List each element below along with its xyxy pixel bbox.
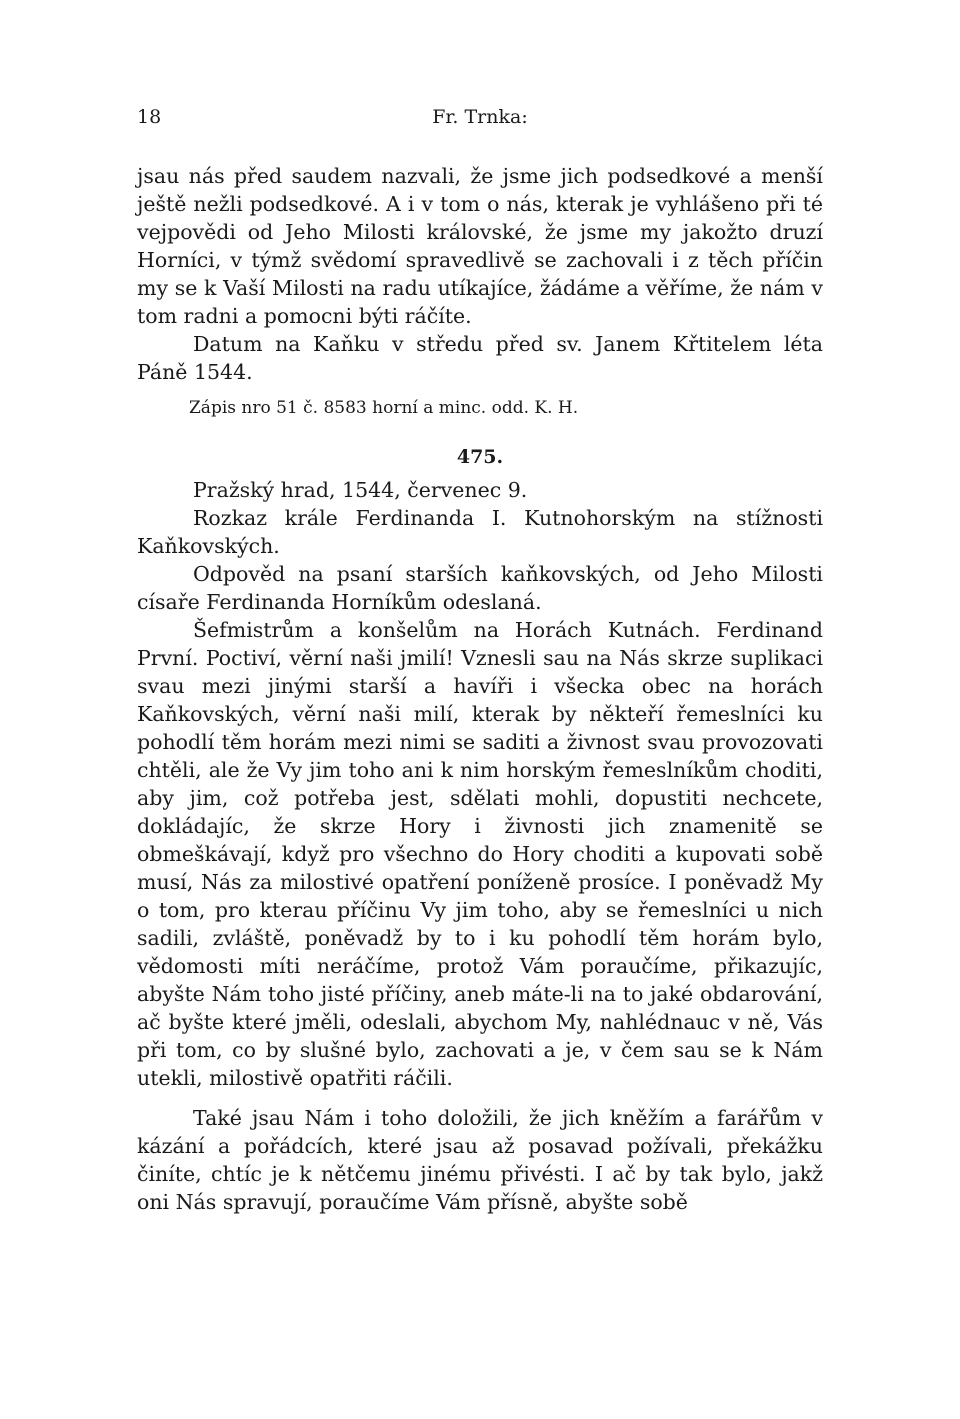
dating-clause: Datum na Kaňku v středu před sv. Janem Křtitelem léta Páně 1544. [137,332,823,384]
page-header [137,106,823,136]
paragraph-continued: jsau nás před saudem nazvali, že jsme jich podsedkové a menší ještě nežli podsedkové. A i v tom o nás, kterak je vyhlášeno při té vejpovědi od Jeho Milosti královské, že jsme my jakožto druzí Horníci, v týmž svědomí spravedlivě se zachovali i z těch příčin my se k Vaší Milosti na radu utíkajíce, žádáme a věříme, že nám v tom radni a pomocni býti ráčíte. [137,164,823,328]
regest: Rozkaz krále Ferdinanda I. Kutnohorským na stížnosti Kaňkovských. [137,506,823,558]
body-text [137,162,823,1216]
document-note: Odpověd na psaní starších kaňkovských, od Jeho Milosti císaře Ferdinanda Horníkům odeslaná. [137,562,823,614]
place-date-line: Pražský hrad, 1544, červenec 9. [193,478,528,502]
running-head: Fr. Trnka: [432,106,528,128]
archival-source-note: Zápis nro 51 č. 8583 horní a minc. odd. K. H. [189,398,579,418]
page-number: 18 [137,106,162,128]
letter-body-continued: Také jsau Nám i toho doložili, že jich kněžím a farářům v kázání a pořádcích, které jsau až posavad požívali, překážku činíte, chtíc je k nětčemu jinému přivésti. I ač by tak bylo, jakž oni Nás spravují, poraučíme Vám přísně, abyšte sobě [137,1106,823,1214]
document-number: 475. [456,446,504,468]
letter-body: Šefmistrům a konšelům na Horách Kutnách. Ferdinand První. Poctiví, věrní naši jmilí! Vznesli sau na Nás skrze suplikaci svau mezi jinými starší a havíři i všecka obec na horách Kaňkovských, věrní naši milí, kterak by někteří řemeslníci ku pohodlí těm horám mezi nimi se saditi a živnost svau provozovati chtěli, ale že Vy jim toho ani k nim horským řemeslníkům choditi, aby jim, což potřeba jest, sdělati mohli, dopustiti nechcete, dokládajíc, že skrze Hory i živnosti jich znamenitě se obmeškávají, když pro všechno do Hory choditi a kupovati sobě musí, Nás za milostivé opatření poníženě prosíce. I poněvadž My o tom, pro kterau příčinu Vy jim toho, aby se řemeslníci u nich sadili, zvláště, poněvadž by to i ku pohodlí těm horám bylo, vědomosti míti neráčíme, protož Vám poraučíme, přikazujíc, abyšte Nám toho jisté příčiny, aneb máte-li na to jaké obdarování, ač byšte které jměli, odeslali, abychom My, nahlédnauc v ně, Vás při tom, co by slušné bylo, zachovati a je, v čem sau se k Nám utekli, milostivě opatřiti ráčili. [137,618,823,1090]
